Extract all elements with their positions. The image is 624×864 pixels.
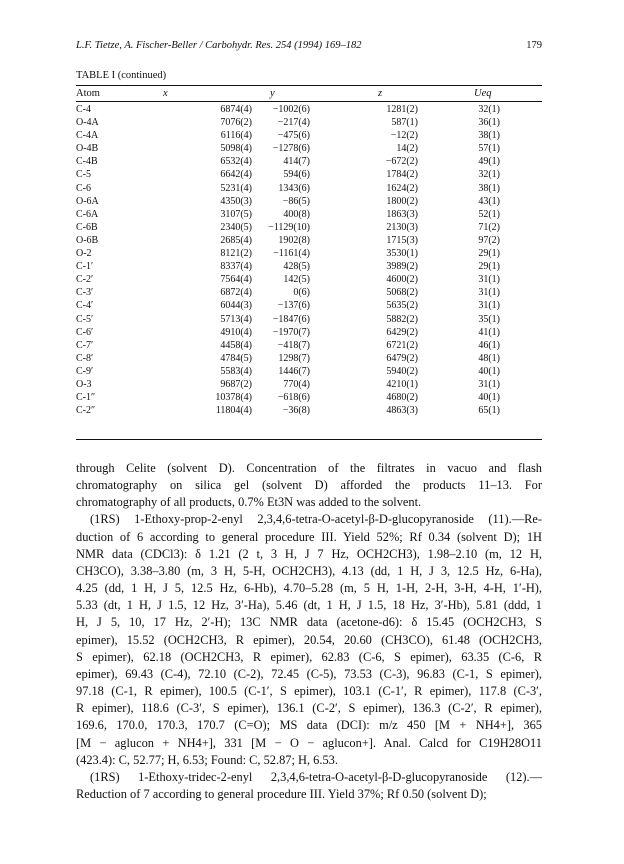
x-cell: 4784(5) (220, 352, 252, 364)
text-line: 4.25 (dd, 1 H, J 5, 12.5 Hz, 6-Hb), 4.70–5.28 (m, 5 H, 1-H, 2-H, 3-H, 4-H, 1′-H), (76, 581, 542, 596)
table-caption: TABLE I (continued) (76, 70, 167, 81)
table-row (0, 247, 624, 260)
table-row (0, 234, 624, 247)
table-row (0, 391, 624, 404)
running-head (76, 40, 542, 54)
ueq-cell: 29(1) (478, 261, 500, 273)
ueq-cell: 71(2) (478, 221, 500, 233)
atom-cell: C-1′ (76, 261, 94, 273)
ueq-cell: 43(1) (478, 195, 500, 207)
atom-cell: C-4′ (76, 300, 94, 312)
ueq-cell: 46(1) (478, 339, 500, 351)
table-row (0, 339, 624, 352)
y-cell: 0(6) (293, 287, 310, 299)
x-cell: 2685(4) (220, 234, 252, 246)
z-cell: 1863(3) (386, 208, 418, 220)
x-cell: 6116(4) (220, 130, 252, 142)
text-line: R epimer), 118.6 (C-3′, S epimer), 136.1 (C-2′, S epimer), 136.3 (C-2′, R epimer), (76, 701, 542, 716)
ueq-cell: 32(1) (478, 169, 500, 181)
ueq-cell: 31(1) (478, 274, 500, 286)
table-row (0, 116, 624, 129)
table-row (0, 195, 624, 208)
z-cell: 1784(2) (386, 169, 418, 181)
column-header-ueq: Ueq (474, 88, 492, 99)
table-row (0, 273, 624, 286)
z-cell: 14(2) (396, 143, 418, 155)
text-line: duction of 6 according to general procedure III. Yield 52%; Rf 0.34 (solvent D); 1H (76, 529, 542, 544)
text-line: epimer), 69.43 (C-4), 72.10 (C-2), 72.45 (C-5), 73.53 (C-3), 96.83 (C-1, S epimer), (76, 666, 542, 681)
z-cell: 5068(2) (386, 287, 418, 299)
x-cell: 4910(4) (220, 326, 252, 338)
atom-cell: C-6A (76, 208, 99, 220)
x-cell: 4458(4) (220, 339, 252, 351)
text-line: epimer), 15.52 (OCH2CH3, R epimer), 20.54, 20.60 (CH3CO), 61.48 (OCH2CH3, (76, 632, 542, 647)
y-cell: 400(8) (283, 208, 310, 220)
table-body (0, 103, 624, 417)
ueq-cell: 57(1) (478, 143, 500, 155)
x-cell: 5098(4) (220, 143, 252, 155)
z-cell: 4863(3) (386, 405, 418, 417)
z-cell: 587(1) (391, 117, 418, 129)
y-cell: −1278(6) (272, 143, 310, 155)
table-row (0, 129, 624, 142)
atom-cell: C-4 (76, 104, 91, 115)
atom-cell: C-8′ (76, 352, 94, 364)
x-cell: 5231(4) (220, 182, 252, 194)
atom-cell: C-5′ (76, 313, 94, 325)
y-cell: −36(8) (282, 405, 310, 417)
text-line: 169.6, 170.0, 170.3, 170.7 (C=O); MS data (DCI): m/z 450 [M + NH4+], 365 (76, 718, 542, 733)
x-cell: 5713(4) (220, 313, 252, 325)
y-cell: 1902(8) (278, 234, 310, 246)
table-row (0, 103, 624, 116)
atom-cell: C-5 (76, 169, 91, 181)
table-row (0, 404, 624, 417)
x-cell: 9687(2) (220, 378, 252, 390)
text-line: Reduction of 7 according to general procedure III. Yield 37%; Rf 0.50 (solvent D); (76, 786, 487, 801)
text-line: (423.4): C, 52.77; H, 6.53; Found: C, 52.87; H, 6.53. (76, 752, 338, 767)
text-line: chromatography on silica gel (solvent D) afforded the products 11–13. For (76, 478, 542, 493)
table-header-row (0, 88, 624, 101)
ueq-cell: 32(1) (478, 104, 500, 115)
text-line: NMR data (CDCl3): δ 1.21 (2 t, 3 H, J 7 Hz, OCH2CH3), 1.98–2.10 (m, 12 H, (76, 546, 542, 561)
x-cell: 10378(4) (215, 392, 252, 404)
y-cell: 770(4) (283, 378, 310, 390)
z-cell: 3530(1) (386, 248, 418, 260)
atom-cell: C-4A (76, 130, 99, 142)
table-row (0, 168, 624, 181)
y-cell: −418(7) (277, 339, 310, 351)
body-text (76, 460, 542, 803)
ueq-cell: 31(1) (478, 378, 500, 390)
text-line: (1RS) 1-Ethoxy-tridec-2-enyl 2,3,4,6-tetra-O-acetyl-β-D-glucopyranoside (12).— (90, 769, 542, 784)
x-cell: 2340(5) (220, 221, 252, 233)
y-cell: 1343(6) (278, 182, 310, 194)
atom-cell: C-7′ (76, 339, 94, 351)
ueq-cell: 31(1) (478, 287, 500, 299)
z-cell: 4210(1) (386, 378, 418, 390)
table-row (0, 260, 624, 273)
ueq-cell: 52(1) (478, 208, 500, 220)
x-cell: 6532(4) (220, 156, 252, 168)
z-cell: 1281(2) (386, 104, 418, 115)
ueq-cell: 40(1) (478, 365, 500, 377)
running-head-citation: L.F. Tietze, A. Fischer-Beller / Carbohydr. Res. 254 (1994) 169–182 (76, 40, 362, 51)
z-cell: 6429(2) (386, 326, 418, 338)
atom-cell: C-2′ (76, 274, 94, 286)
z-cell: 4600(2) (386, 274, 418, 286)
ueq-cell: 49(1) (478, 156, 500, 168)
table-top-rule (76, 85, 542, 86)
ueq-cell: 97(2) (478, 234, 500, 246)
y-cell: −217(4) (277, 117, 310, 129)
atom-cell: O-4A (76, 117, 99, 129)
z-cell: 3989(2) (386, 261, 418, 273)
atom-cell: C-6B (76, 221, 98, 233)
z-cell: −672(2) (385, 156, 418, 168)
y-cell: 1446(7) (278, 365, 310, 377)
atom-cell: O-6B (76, 234, 99, 246)
z-cell: 1800(2) (386, 195, 418, 207)
z-cell: 1715(3) (386, 234, 418, 246)
x-cell: 8337(4) (220, 261, 252, 273)
table-row (0, 299, 624, 312)
table-row (0, 378, 624, 391)
z-cell: 6721(2) (386, 339, 418, 351)
x-cell: 6642(4) (220, 169, 252, 181)
ueq-cell: 38(1) (478, 182, 500, 194)
column-header-atom: Atom (76, 88, 100, 99)
ueq-cell: 36(1) (478, 117, 500, 129)
atom-cell: C-1″ (76, 392, 96, 404)
table-row (0, 221, 624, 234)
column-header-y: y (270, 88, 275, 99)
atom-cell: C-3′ (76, 287, 94, 299)
atom-cell: O-2 (76, 248, 92, 260)
x-cell: 7076(2) (220, 117, 252, 129)
y-cell: −86(5) (282, 195, 310, 207)
atom-cell: O-4B (76, 143, 99, 155)
x-cell: 3107(5) (220, 208, 252, 220)
z-cell: 6479(2) (386, 352, 418, 364)
ueq-cell: 31(1) (478, 300, 500, 312)
z-cell: 2130(3) (386, 221, 418, 233)
ueq-cell: 40(1) (478, 392, 500, 404)
table-row (0, 142, 624, 155)
x-cell: 4350(3) (220, 195, 252, 207)
x-cell: 7564(4) (220, 274, 252, 286)
text-line: chromatography of all products, 0.7% Et3N was added to the solvent. (76, 495, 422, 510)
y-cell: 142(5) (283, 274, 310, 286)
y-cell: 414(7) (283, 156, 310, 168)
ueq-cell: 41(1) (478, 326, 500, 338)
table-row (0, 326, 624, 339)
y-cell: −1161(4) (273, 248, 310, 260)
column-header-x: x (163, 88, 168, 99)
ueq-cell: 48(1) (478, 352, 500, 364)
y-cell: −1129(10) (268, 221, 310, 233)
page-number: 179 (526, 40, 542, 51)
text-line: through Celite (solvent D). Concentration of the filtrates in vacuo and flash (76, 461, 542, 475)
table-row (0, 208, 624, 221)
x-cell: 11804(4) (215, 405, 252, 417)
ueq-cell: 38(1) (478, 130, 500, 142)
atom-cell: O-3 (76, 378, 92, 390)
table-row (0, 286, 624, 299)
z-cell: 4680(2) (386, 392, 418, 404)
y-cell: −1970(7) (272, 326, 310, 338)
table-row (0, 352, 624, 365)
ueq-cell: 29(1) (478, 248, 500, 260)
z-cell: 1624(2) (386, 182, 418, 194)
y-cell: −1847(6) (272, 313, 310, 325)
atom-cell: C-2″ (76, 405, 96, 417)
ueq-cell: 65(1) (478, 405, 500, 417)
ueq-cell: 35(1) (478, 313, 500, 325)
x-cell: 8121(2) (220, 248, 252, 260)
table-bottom-rule (76, 439, 542, 440)
z-cell: −12(2) (390, 130, 418, 142)
table-header-rule (76, 101, 542, 102)
table-row (0, 182, 624, 195)
x-cell: 5583(4) (220, 365, 252, 377)
table-row (0, 313, 624, 326)
atom-cell: C-4B (76, 156, 98, 168)
text-line: [M − aglucon + NH4+], 331 [M − O − aglucon+]. Anal. Calcd for C19H28O11 (76, 735, 542, 750)
z-cell: 5635(2) (386, 300, 418, 312)
y-cell: −1002(6) (272, 104, 310, 115)
column-header-z: z (378, 88, 383, 99)
y-cell: −475(6) (277, 130, 310, 142)
atom-cell: O-6A (76, 195, 99, 207)
y-cell: −618(6) (277, 392, 310, 404)
atom-cell: C-9′ (76, 365, 94, 377)
y-cell: 428(5) (283, 261, 310, 273)
text-line: H, J 5, 10, 17 Hz, 2′-H); 13C NMR data (acetone-d6): δ 15.45 (OCH2CH3, S (76, 615, 542, 630)
y-cell: 594(6) (283, 169, 310, 181)
x-cell: 6044(3) (220, 300, 252, 312)
text-line: 5.33 (dt, 1 H, J 1.5, 12 Hz, 3′-Ha), 5.46 (dt, 1 H, J 1.5, 18 Hz, 3′-Hb), 5.81 (ddd, 1 (76, 598, 542, 613)
text-line: (1RS) 1-Ethoxy-prop-2-enyl 2,3,4,6-tetra-O-acetyl-β-D-glucopyranoside (11).—Re- (90, 512, 542, 527)
text-line: CH3CO), 3.38–3.80 (m, 3 H, 5-H, OCH2CH3), 4.13 (dd, 1 H, J 3, 12.5 Hz, 6-Ha), (76, 563, 542, 578)
atom-cell: C-6 (76, 182, 91, 194)
atom-cell: C-6′ (76, 326, 94, 338)
x-cell: 6872(4) (220, 287, 252, 299)
table-row (0, 155, 624, 168)
text-line: 97.18 (C-1, R epimer), 100.5 (C-1′, S epimer), 103.1 (C-1′, R epimer), 117.8 (C-3′, (76, 684, 542, 699)
z-cell: 5940(2) (386, 365, 418, 377)
y-cell: 1298(7) (278, 352, 310, 364)
y-cell: −137(6) (277, 300, 310, 312)
text-line: S epimer), 62.18 (OCH2CH3, R epimer), 62.83 (C-6, S epimer), 63.35 (C-6, R (76, 649, 542, 664)
z-cell: 5882(2) (386, 313, 418, 325)
x-cell: 6874(4) (220, 104, 252, 115)
table-row (0, 365, 624, 378)
